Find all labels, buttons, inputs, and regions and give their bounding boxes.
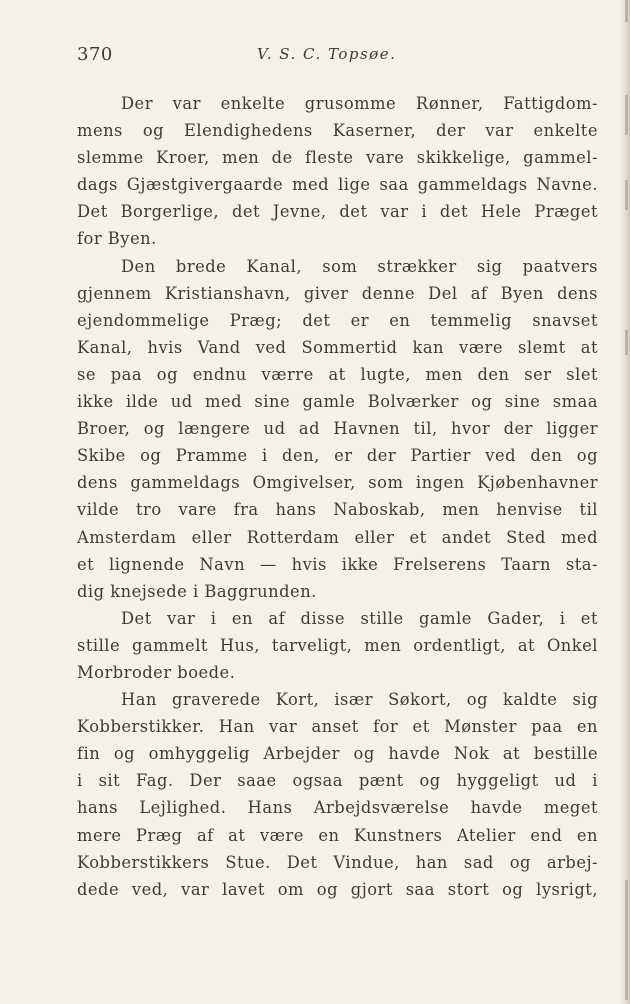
text-line: mere Præg af at være en Kunstners Atelier end en (77, 825, 598, 845)
text-line: Kobberstikker. Han var anset for et Mønster paa en (77, 717, 598, 737)
text-line: stille gammelt Hus, tarveligt, men ordentligt, at Onkel (77, 635, 598, 655)
text-line: for Byen. (77, 229, 157, 249)
text-line: Der var enkelte grusomme Rønner, Fattigdom- (121, 94, 598, 113)
text-line: mens og Elendighedens Kaserner, der var enkelte (77, 121, 598, 141)
text-line: Det Borgerlige, det Jevne, det var i det Hele Præget (77, 202, 598, 222)
text-line: dig knejsede i Baggrunden. (77, 581, 317, 601)
body-text (77, 90, 598, 903)
page-edge-mark (625, 330, 628, 355)
text-line: hans Lejlighed. Hans Arbejdsværelse havde meget (77, 798, 598, 818)
text-line: dags Gjæstgivergaarde med lige saa gammeldags Navne. (77, 175, 598, 195)
text-line: dens gammeldags Omgivelser, som ingen Kjøbenhavner (77, 473, 598, 493)
text-line: Kobberstikkers Stue. Det Vindue, han sad og arbej- (77, 852, 598, 872)
text-line: se paa og endnu værre at lugte, men den ser slet (77, 364, 598, 384)
page-header (77, 44, 597, 68)
text-line: gjennem Kristianshavn, giver denne Del af Byen dens (77, 283, 598, 303)
page-edge-mark (625, 0, 628, 22)
text-line: slemme Kroer, men de fleste vare skikkelige, gammel- (77, 148, 598, 168)
page-edge-mark (625, 95, 628, 135)
text-line: et lignende Navn — hvis ikke Frelserens Taarn sta- (77, 554, 598, 574)
page-number: 370 (77, 44, 113, 65)
running-head: V. S. C. Topsøe. (257, 45, 397, 63)
text-line: i sit Fag. Der saae ogsaa pænt og hyggeligt ud i (77, 771, 598, 791)
text-line: fin og omhyggelig Arbejder og havde Nok at bestille (77, 744, 598, 764)
text-line: Kanal, hvis Vand ved Sommertid kan være slemt at (77, 337, 598, 357)
page-edge-mark (625, 880, 628, 1000)
text-line: Amsterdam eller Rotterdam eller et andet Sted med (77, 527, 598, 547)
page-edge-mark (625, 180, 628, 210)
text-line: ejendommelige Præg; det er en temmelig snavset (77, 310, 598, 330)
text-line: Han graverede Kort, især Søkort, og kaldte sig (121, 690, 598, 710)
text-line: Skibe og Pramme i den, er der Partier ved den og (77, 446, 598, 466)
text-line: Morbroder boede. (77, 662, 236, 682)
text-line: Broer, og længere ud ad Havnen til, hvor der ligger (77, 419, 598, 439)
text-line: ikke ilde ud med sine gamle Bolværker og sine smaa (77, 392, 598, 412)
text-line: vilde tro vare fra hans Naboskab, men henvise til (77, 500, 598, 520)
text-line: Det var i en af disse stille gamle Gader, i et (121, 608, 598, 628)
text-line: Den brede Kanal, som strækker sig paatvers (121, 256, 598, 276)
text-line: dede ved, var lavet om og gjort saa stort og lysrigt, (77, 879, 598, 899)
page-edge (620, 0, 630, 1004)
